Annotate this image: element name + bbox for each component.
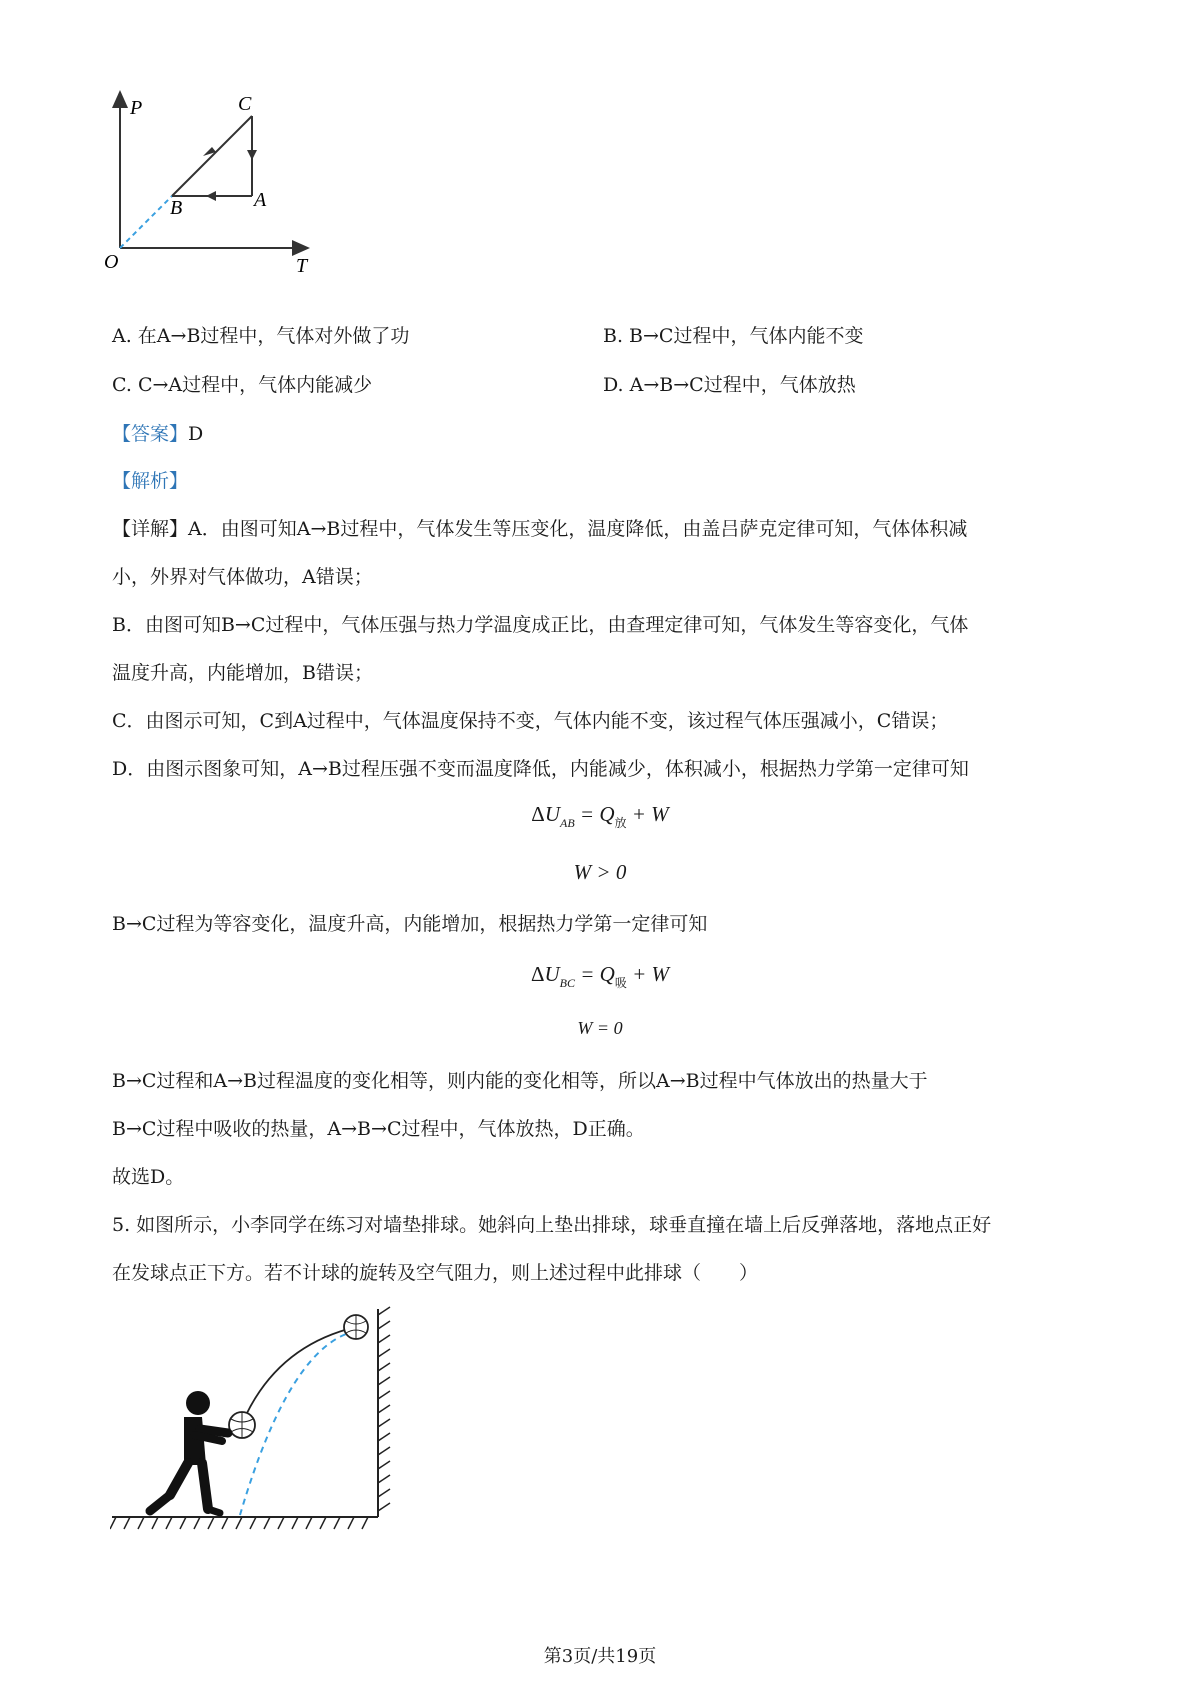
- ob-dashed-line: [120, 196, 172, 248]
- axis-label-t: T: [296, 255, 308, 277]
- equation-1: $\Delta U_{AB} = Q_放 + W$: [531, 802, 669, 830]
- detail-line-4: 温度升高，内能增加，B错误；: [112, 662, 373, 684]
- volleyball-figure: [110, 1305, 410, 1535]
- ab-arrow: [206, 191, 216, 201]
- detail-line-5: C．由图示可知，C到A过程中，气体温度保持不变，气体内能不变，该过程气体压强减小，C错误；: [112, 710, 949, 732]
- question-5-line-2: 在发球点正下方。若不计球的旋转及空气阻力，则上述过程中此排球（ ）: [112, 1262, 759, 1284]
- detail-line-6: D．由图示图象可知，A→B过程压强不变而温度降低，内能减少，体积减小，根据热力学第一定律可知: [112, 758, 969, 780]
- option-b: B. B→C过程中，气体内能不变: [603, 325, 864, 347]
- question-5-line-1: 5. 如图所示，小李同学在练习对墙垫排球。她斜向上垫出排球，球垂直撞在墙上后反弹落地，落地点正好: [112, 1214, 992, 1236]
- analysis-tag: 【解析】: [112, 470, 189, 492]
- player-silhouette: [150, 1391, 228, 1513]
- answer-tag: 【答案】: [112, 423, 189, 445]
- answer-line: [112, 420, 203, 448]
- bc-segment: [172, 116, 252, 196]
- point-label-b: B: [170, 197, 183, 219]
- point-label-c: C: [238, 93, 252, 115]
- ground-hatching: [110, 1517, 368, 1529]
- option-c: C. C→A过程中，气体内能减少: [112, 374, 373, 396]
- detail-line-2: 小，外界对气体做功，A错误；: [112, 566, 373, 588]
- point-label-a: A: [254, 189, 267, 211]
- detail-line-7: B→C过程为等容变化，温度升高，内能增加，根据热力学第一定律可知: [112, 913, 708, 935]
- page-footer: 第3页/共19页: [543, 1646, 657, 1667]
- option-d: D. A→B→C过程中，气体放热: [603, 374, 856, 396]
- equation-2: W > 0: [573, 860, 627, 884]
- rebound-trajectory: [240, 1331, 356, 1515]
- pt-diagram: [100, 90, 340, 300]
- detail-line-8: B→C过程和A→B过程温度的变化相等，则内能的变化相等，所以A→B过程中气体放出的热量大于: [112, 1070, 928, 1092]
- wall-hatching: [378, 1307, 390, 1511]
- detail-line-10: 故选D。: [112, 1166, 185, 1188]
- equation-3: $\Delta U_{BC} = Q_吸 + W$: [530, 962, 670, 990]
- ca-arrow: [247, 150, 257, 160]
- ball-at-player: [229, 1412, 255, 1438]
- answer-value: D: [188, 423, 204, 445]
- detail-line-1: 【详解】A．由图可知A→B过程中，气体发生等压变化，温度降低，由盖吕萨克定律可知，气体体积减: [112, 518, 968, 540]
- detail-line-3: B．由图可知B→C过程中，气体压强与热力学温度成正比，由查理定律可知，气体发生等容变化，气体: [112, 614, 969, 636]
- axis-label-p: P: [130, 97, 143, 119]
- detail-line-9: B→C过程中吸收的热量，A→B→C过程中，气体放热，D正确。: [112, 1118, 645, 1140]
- option-a: A. 在A→B过程中，气体对外做了功: [112, 325, 410, 347]
- ball-at-wall: [344, 1315, 368, 1339]
- origin-label: O: [104, 251, 119, 273]
- equation-4: W = 0: [577, 1018, 623, 1038]
- outgoing-trajectory: [246, 1327, 356, 1415]
